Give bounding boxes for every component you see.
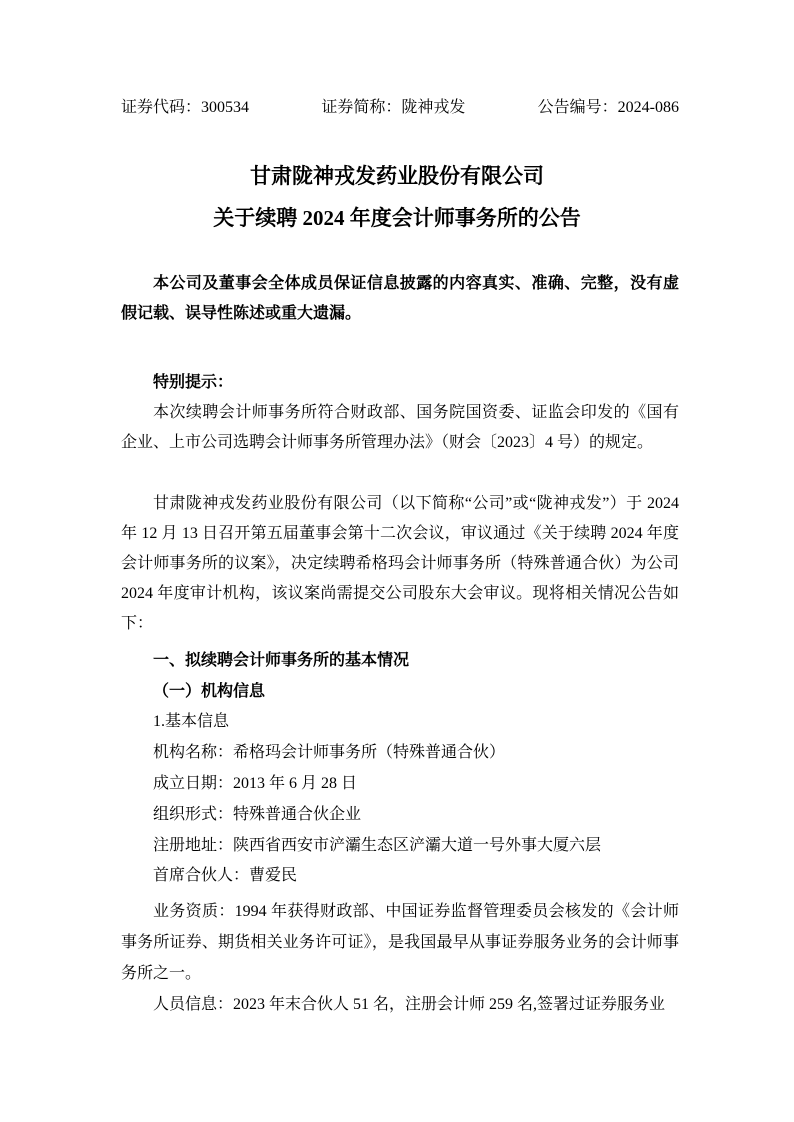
field-chief-partner: 首席合伙人：曹爱民 (153, 867, 298, 884)
stock-code: 证券代码：300534 (121, 99, 250, 116)
field-business-qualification: 业务资质：1994 年获得财政部、中国证券监督管理委员会核发的《会计师事务所证券、期货相关业务许可证》，是我国最早从事证券服务业务的会计师事务所之一。 (121, 903, 679, 982)
special-notice-heading: 特别提示： (153, 374, 234, 391)
field-org-form: 组织形式：特殊普通合伙企业 (153, 806, 362, 823)
announcement-number: 公告编号：2024-086 (537, 99, 679, 116)
subsection-1-1-heading: （一）机构信息 (153, 683, 266, 700)
special-notice-body: 本次续聘会计师事务所符合财政部、国务院国资委、证监会印发的《国有企业、上市公司选聘会计师事务所管理办法》（财会〔2023〕4 号）的规定。 (121, 403, 679, 451)
item-1-heading: 1.基本信息 (153, 713, 230, 730)
field-established-date: 成立日期：2013 年 6 月 28 日 (153, 775, 358, 792)
section-1-heading: 一、拟续聘会计师事务所的基本情况 (153, 652, 410, 669)
document-title (0, 155, 794, 239)
document-header (121, 93, 679, 123)
field-org-name: 机构名称：希格玛会计师事务所（特殊普通合伙） (153, 744, 506, 761)
field-registered-address: 注册地址：陕西省西安市浐灞生态区浐灞大道一号外事大厦六层 (153, 837, 602, 854)
title-line-2: 关于续聘 2024 年度会计师事务所的公告 (213, 206, 581, 230)
title-line-1: 甘肃陇神戎发药业股份有限公司 (250, 164, 544, 188)
special-notice (121, 368, 679, 457)
field-personnel-info: 人员信息：2023 年末合伙人 51 名，注册会计师 259 名,签署过证券服务业 (153, 996, 666, 1013)
stock-short-name: 证券简称：陇神戎发 (321, 99, 466, 116)
intro-paragraph: 甘肃陇神戎发药业股份有限公司（以下简称“公司”或“陇神戎发”）于 2024 年 12 月 13 日召开第五届董事会第十二次会议，审议通过《关于续聘 2024 年度会计师事务所的议案》，决定续聘希格玛会计师事务所（特殊普通合伙）为公司 2024 年度审计机构，该议案尚需提交公司股东大会审议。现将相关情况公告如下： (121, 495, 679, 632)
board-statement: 本公司及董事会全体成员保证信息披露的内容真实、准确、完整，没有虚假记载、误导性陈述或重大遗漏。 (121, 275, 679, 322)
